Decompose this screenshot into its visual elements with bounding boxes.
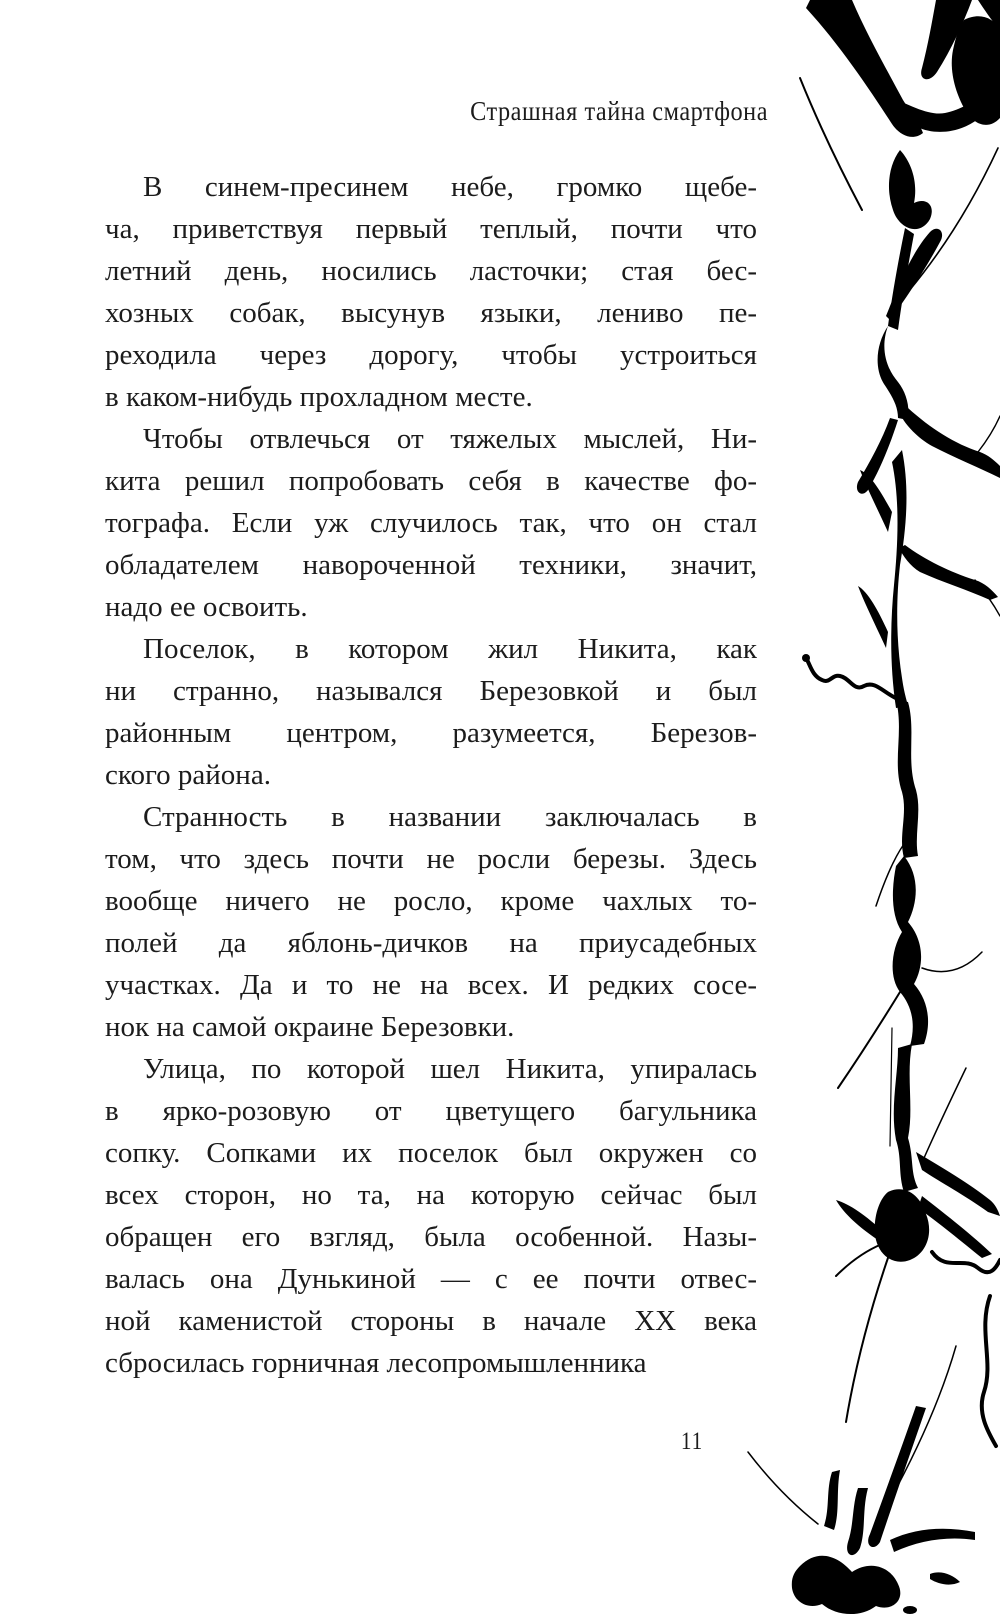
text-line: ни странно, назывался Березовкой и был	[105, 675, 757, 707]
text-line: нок на самой окраине Березовки.	[105, 1011, 515, 1043]
text-line: Странность в названии заключалась в	[143, 801, 757, 833]
paragraph	[105, 166, 757, 418]
text-line: кита решил попробовать себя в качестве фо-	[105, 465, 757, 497]
page-number: 11	[680, 1428, 704, 1455]
text-line: Улица, по которой шел Никита, упиралась	[143, 1053, 757, 1085]
text-line: ча, приветствуя первый теплый, почти что	[105, 213, 757, 245]
text-line: обращен его взгляд, была особенной. Назы-	[105, 1221, 757, 1253]
paragraph	[105, 418, 757, 628]
text-line: летний день, носились ласточки; стая бес-	[105, 255, 757, 287]
text-line: валась она Дунькиной — с ее почти отвес-	[105, 1263, 757, 1295]
paragraph	[105, 628, 757, 796]
text-line: надо ее освоить.	[105, 591, 308, 623]
text-line: сбросилась горничная лесопромышленника	[105, 1347, 647, 1379]
text-line: Чтобы отвлечься от тяжелых мыслей, Ни-	[143, 423, 757, 455]
running-header: Страшная тайна смартфона	[470, 96, 768, 126]
text-line: участках. Да и то не на всех. И редких сосе-	[105, 969, 757, 1001]
text-line: Поселок, в котором жил Никита, как	[143, 633, 757, 665]
text-line: сопку. Сопками их поселок был окружен со	[105, 1137, 757, 1169]
text-line: в каком-нибудь прохладном месте.	[105, 381, 533, 413]
text-line: районным центром, разумеется, Березов-	[105, 717, 757, 749]
ink-crack-ornament	[740, 0, 1000, 1616]
text-line: ского района.	[105, 759, 271, 791]
text-line: В синем-пресинем небе, громко щебе-	[143, 171, 757, 203]
body-text	[105, 166, 757, 1384]
paragraph	[105, 1048, 757, 1384]
text-line: ной каменистой стороны в начале XX века	[105, 1305, 757, 1337]
text-line: вообще ничего не росло, кроме чахлых то-	[105, 885, 757, 917]
text-line: всех сторон, но та, на которую сейчас был	[105, 1179, 757, 1211]
text-line: полей да яблонь-дичков на приусадебных	[105, 927, 757, 959]
paragraph	[105, 796, 757, 1048]
text-line: том, что здесь почти не росли березы. Здесь	[105, 843, 757, 875]
text-line: обладателем навороченной техники, значит,	[105, 549, 757, 581]
text-line: реходила через дорогу, чтобы устроиться	[105, 339, 757, 371]
text-line: хозных собак, высунув языки, лениво пе-	[105, 297, 757, 329]
text-line: тографа. Если уж случилось так, что он стал	[105, 507, 757, 539]
text-line: в ярко-розовую от цветущего багульника	[105, 1095, 757, 1127]
